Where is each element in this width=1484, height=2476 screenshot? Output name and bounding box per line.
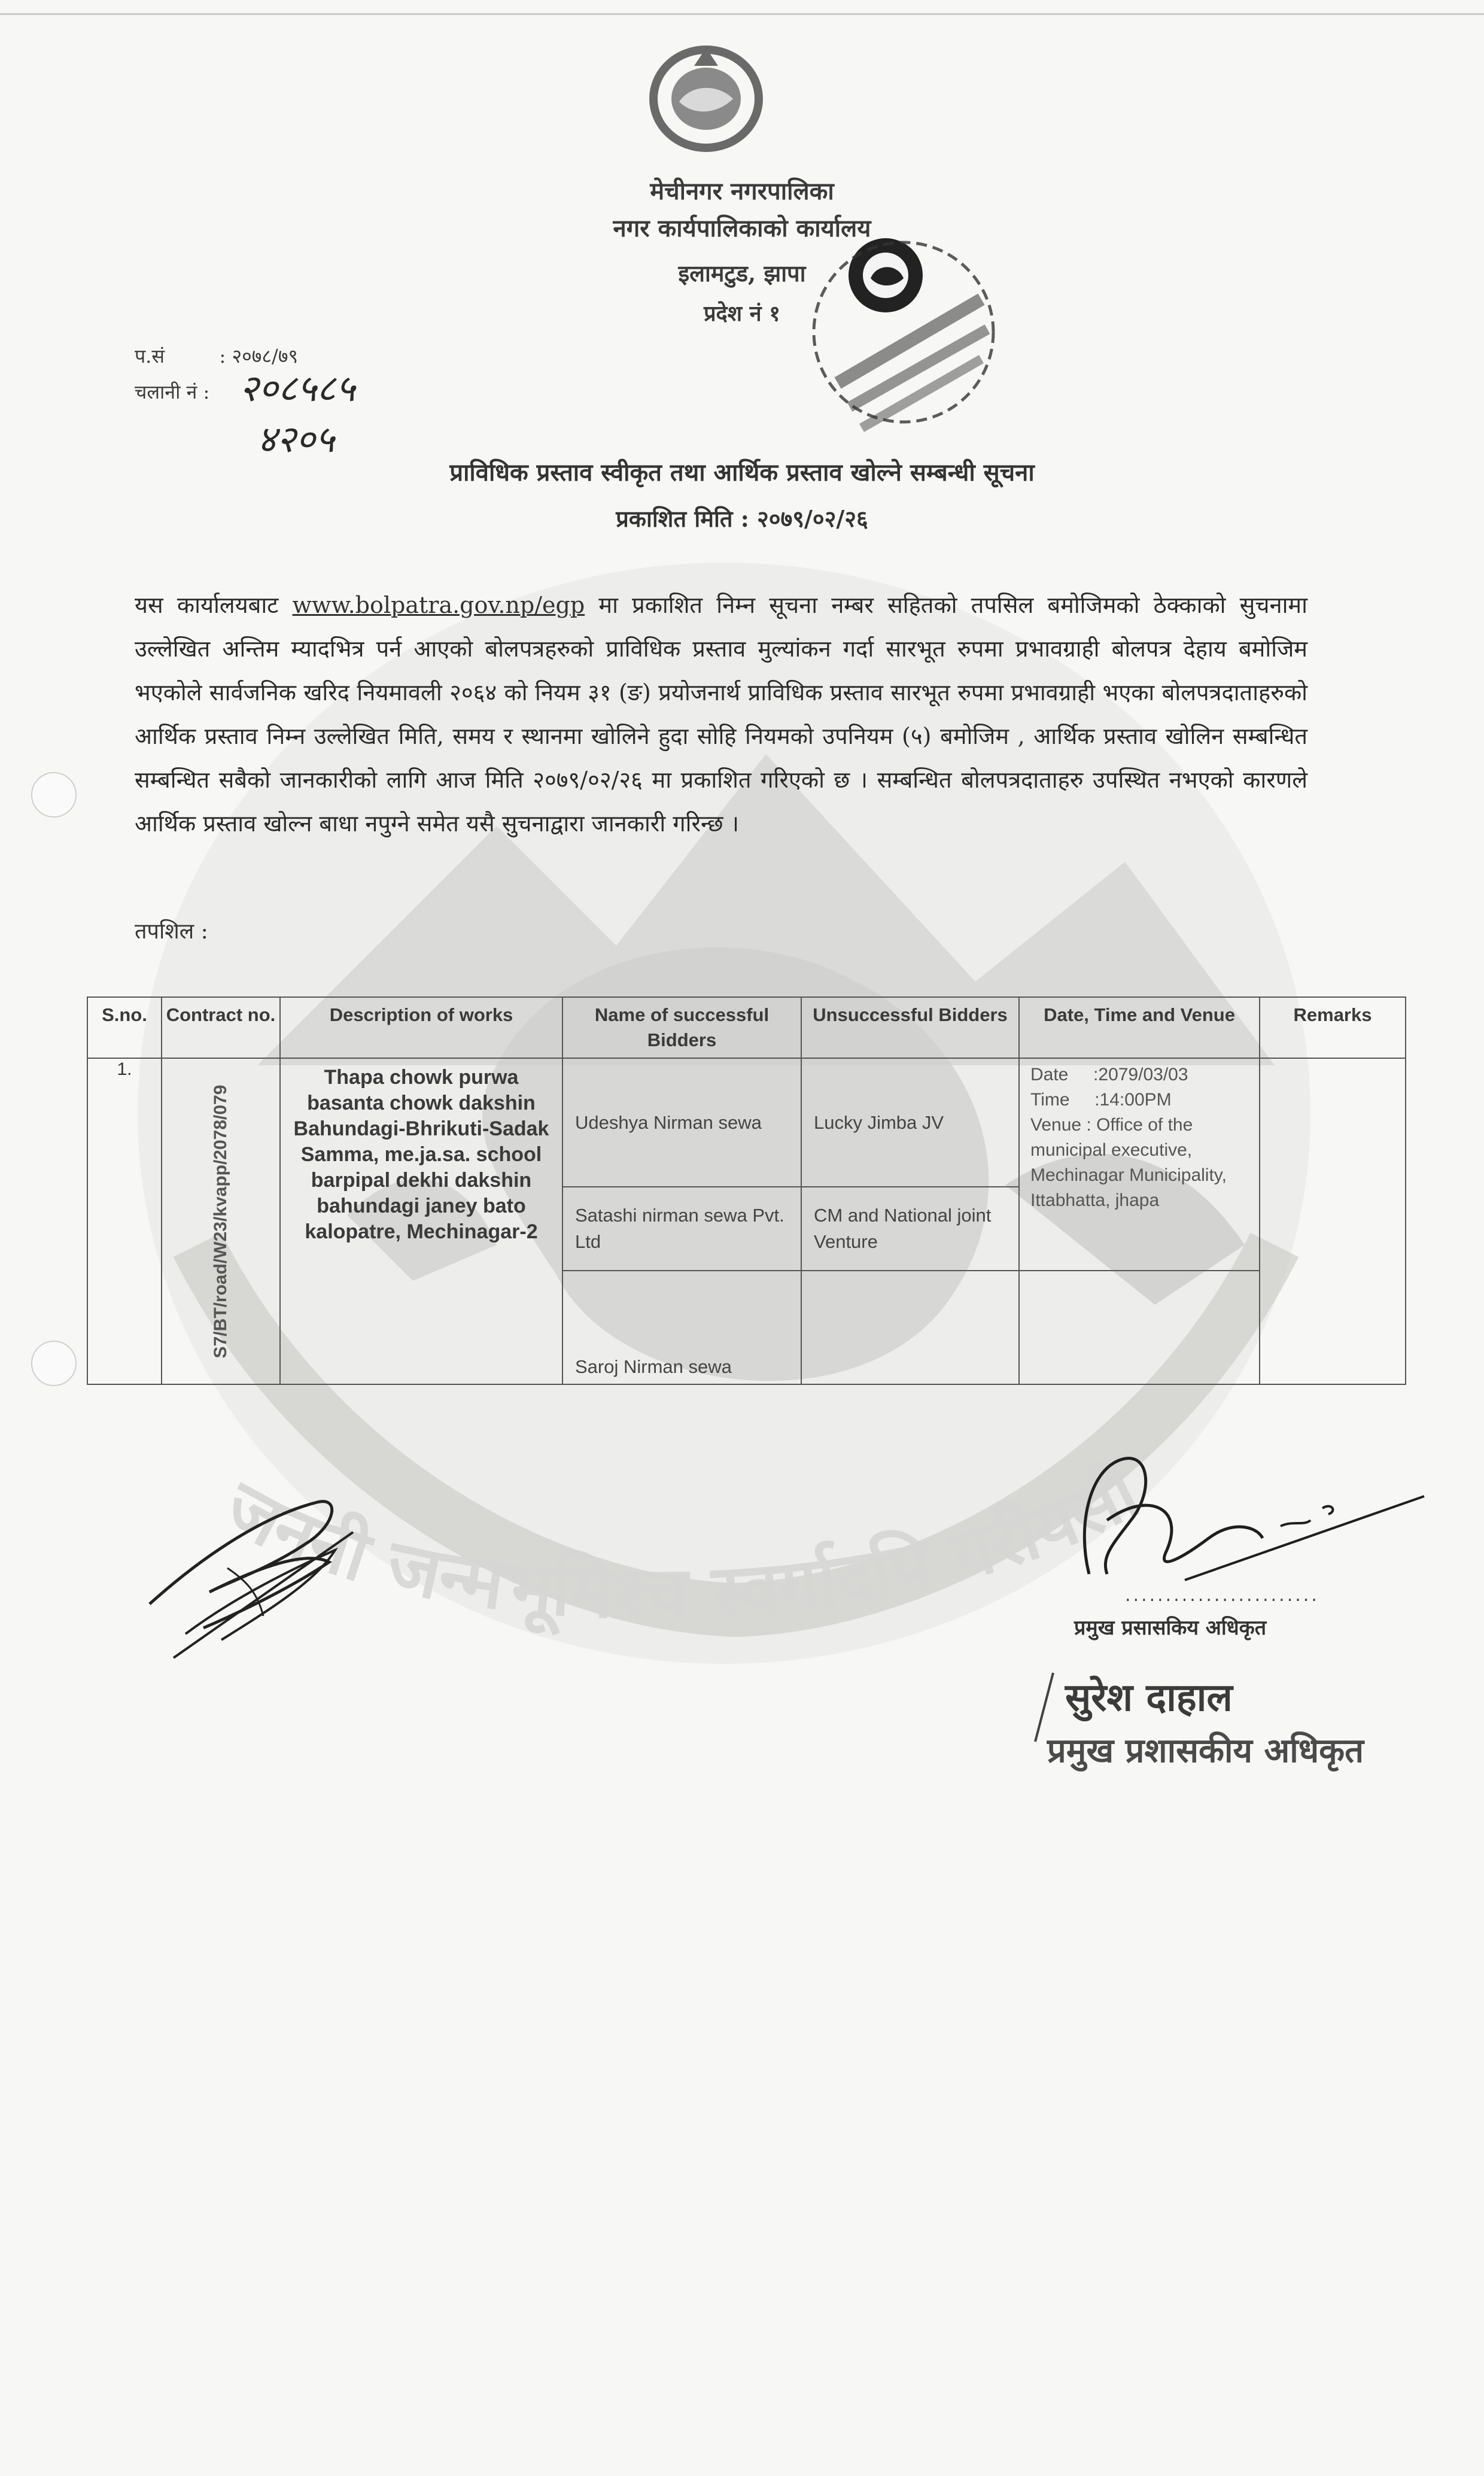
header-description: Description of works [280,997,562,1058]
office-name: नगर कार्यपालिकाको कार्यालय [613,214,871,242]
time-line: Time :14:00PM [1030,1090,1172,1110]
officer-designation-stamp: प्रमुख प्रशासकीय अधिकृत [1047,1731,1364,1770]
row-description: Thapa chowk purwa basanta chowk dakshin Bahundagi-Bhrikuti-Sadak Samma, me.ja.sa. school barpipal dekhi dakshin bahundagi janey bato kalopatre, Mechinagar-2 [280,1058,562,1384]
table-header-row [87,997,1406,1058]
signature-designation: प्रमुख प्रसासकिय अधिकृत [1074,1616,1267,1640]
header-contract: Contract no. [162,997,280,1058]
date-line: Date :2079/03/03 [1030,1065,1188,1084]
province-number: प्रदेश नं १ [704,301,780,326]
signature-left [138,1478,389,1682]
government-emblem-logo [646,42,766,156]
header-sno: S.no. [87,997,162,1058]
patra-sankhya-label: प.सं [135,345,165,367]
header-datetime: Date, Time and Venue [1019,997,1260,1058]
body-part-1: यस कार्यालयबाट [135,592,279,618]
notice-subject: प्राविधिक प्रस्ताव स्वीकृत तथा आर्थिक प्रस्ताव खोल्ने सम्बन्धी सूचना [449,458,1035,487]
unsuccessful-bidder-3 [801,1271,1019,1384]
row-remarks [1260,1058,1406,1384]
unsuccessful-bidder-2: CM and National joint Venture [801,1187,1019,1271]
successful-bidder-2: Satashi nirman sewa Pvt. Ltd [562,1187,801,1271]
successful-bidder-3: Saroj Nirman sewa [562,1271,801,1384]
scan-edge-line [0,13,1484,15]
municipality-name: मेचीनगर नगरपालिका [650,177,834,205]
header-successful: Name of successful Bidders [562,997,801,1058]
row-contract-cell [162,1058,280,1384]
officer-name-stamp: सुरेश दाहाल [1065,1675,1233,1720]
chalani-handwritten-number: २०८५८५ [239,366,355,410]
punch-hole-bottom [31,1341,77,1386]
punch-hole-top [31,772,77,818]
row-date-time-venue [1019,1058,1260,1271]
bid-details-table [87,997,1406,1385]
chalani-handwritten-number-2: ४२०५ [257,417,334,461]
row-sno: 1. [87,1058,162,1384]
signature-right [1065,1436,1436,1604]
header-remarks: Remarks [1260,997,1406,1058]
chalani-label: चलानी नं : [135,381,210,403]
table-row [87,1058,1406,1187]
tapsil-label: तपशिल : [135,919,208,944]
office-location: इलामटुड, झापा [678,260,806,287]
successful-bidder-1: Udeshya Nirman sewa [562,1058,801,1187]
unsuccessful-bidder-1: Lucky Jimba JV [801,1058,1019,1187]
body-part-2: मा प्रकाशित निम्न सूचना नम्बर सहितको तपसिल बमोजिमको ठेक्काको सुचनामा उल्लेखित अन्तिम म्यादभित्र पर्न आएको बोलपत्रहरुको प्राविधिक प्रस्ताव मुल्यांकन गर्दा सारभूत रुपमा प्रभावग्राही बोलपत्र देहाय बमोजिम भएकोले सार्वजनिक खरिद नियमावली २०६४ को नियम ३१ (ङ) प्रयोजनार्थ प्राविधिक प्रस्ताव सारभूत रुपमा प्रभावग्राही भएका बोलपत्रदाताहरुको आर्थिक प्रस्ताव निम्न उल्लेखित मिति, समय र स्थानमा खोलिने हुदा सोहि नियमको उपनियम (५) बमोजिम , आर्थिक प्रस्ताव खोलिन सम्बन्धित सम्बन्धित सबैको जानकारीको लागि आज मिति २०७९/०२/२६ मा प्रकाशित गरिएको छ । सम्बन्धित बोलपत्रदाताहरु उपस्थित नभएको कारणले आर्थिक प्रस्ताव खोल्न बाधा नपुग्ने समेत यसै सुचनाद्वारा जानकारी गरिन्छ । [135,592,1307,837]
venue-line: Venue : Office of the municipal executive, Mechinagar Municipality, Ittabhatta, jhapa [1030,1115,1227,1210]
bolpatra-link[interactable]: www.bolpatra.gov.np/egp [292,592,585,618]
row-contract-number: S7/BT/road/W23/kvapp/2078/079 [211,1084,230,1358]
office-seal-stamp [802,227,1017,443]
empty-date-cell [1019,1271,1260,1384]
published-date: प्रकाशित मिति : २०७९/०२/२६ [616,505,868,532]
signature-dotted-line: ........................ [1125,1585,1319,1606]
notice-body [135,584,1307,846]
watermark-motto: जननी जन्मभूमिश्च स्वर्गादपि गरीयसी [211,1451,1152,1636]
patra-sankhya-value: : २०७८/७९ [219,345,299,367]
header-unsuccessful: Unsuccessful Bidders [801,997,1019,1058]
